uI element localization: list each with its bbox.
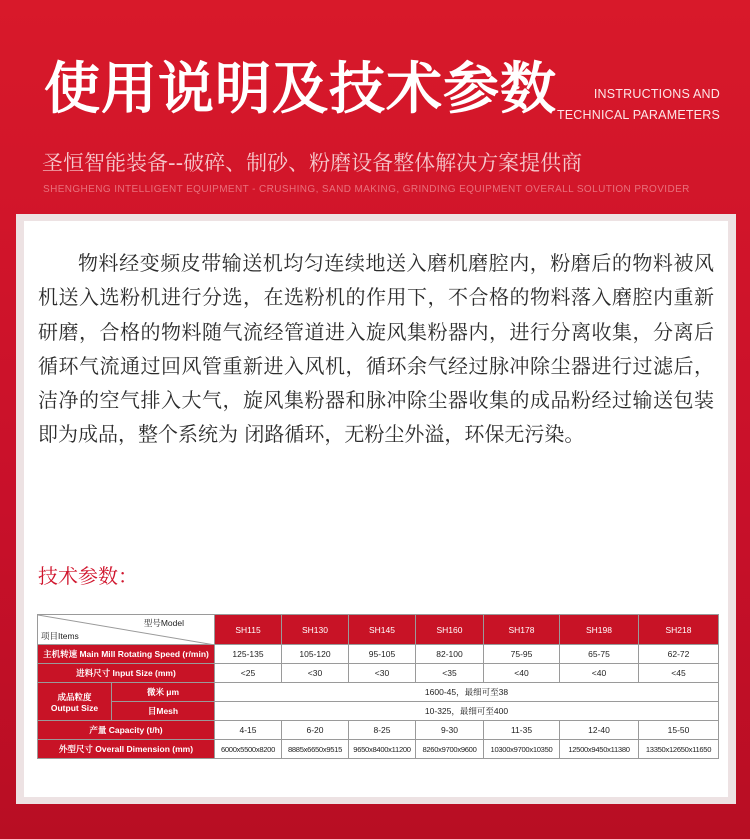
dimension-label: 外型尺寸 Overall Dimension (mm) [38, 740, 215, 759]
output-micron-row [38, 683, 719, 702]
speed-value: 75-95 [484, 645, 560, 664]
header-banner [0, 0, 750, 215]
page-title-english [557, 84, 720, 126]
model-header: SH145 [349, 615, 416, 645]
title-en-line2: TECHNICAL PARAMETERS [556, 108, 720, 122]
output-size-label-cn: 成品粒度 [57, 691, 92, 702]
company-subtitle: 圣恒智能装备--破碎、制砂、粉磨设备整体解决方案提供商 [42, 151, 583, 175]
speed-value: 105-120 [282, 645, 349, 664]
speed-value: 65-75 [560, 645, 639, 664]
process-description: 物料经变频皮带输送机均匀连续地送入磨机磨腔内，粉磨后的物料被风机送入选粉机进行分选，在选粉机的作用下，不合格的物料落入磨腔内重新研磨，合格的物料随气流经管道进入旋风集粉器内，进行分离收集，分离后循环气流通过回风管重新进入风机，循环余气经过脉冲除尘器进行过滤后，洁净的空气排入大气，旋风集粉器和脉冲除尘器收集的成品粉经过输送包装即为成品，整个系统为 闭路循环，无粉尘外溢，环保无污染。 [38, 251, 714, 447]
model-header: SH115 [215, 615, 282, 645]
micron-value: 1600-45，最细可至38 [215, 683, 719, 702]
input-value: <30 [282, 664, 349, 683]
capacity-label: 产量 Capacity (t/h) [38, 721, 215, 740]
dimension-value: 8885x6650x9515 [282, 740, 349, 759]
dimension-value: 12500x9450x11380 [560, 740, 639, 759]
output-size-label-en: Output Size [50, 702, 99, 713]
spec-table [37, 614, 719, 759]
speed-value: 82-100 [416, 645, 484, 664]
speed-value: 125-135 [215, 645, 282, 664]
dimension-row [38, 740, 719, 759]
capacity-value: 12-40 [560, 721, 639, 740]
input-row [38, 664, 719, 683]
micron-label: 微米 μm [112, 683, 215, 702]
spec-section-title: 技术参数： [38, 564, 138, 588]
dimension-value: 6000x5500x8200 [215, 740, 282, 759]
corner-item-label: 项目Items [41, 631, 79, 641]
spec-header-row [38, 615, 719, 645]
capacity-value: 9-30 [416, 721, 484, 740]
input-value: <25 [215, 664, 282, 683]
corner-header-cell [38, 615, 215, 645]
model-header: SH198 [560, 615, 639, 645]
title-en-line1: INSTRUCTIONS AND [593, 87, 720, 101]
output-size-label [38, 683, 112, 721]
model-header: SH178 [484, 615, 560, 645]
input-value: <45 [639, 664, 719, 683]
mesh-value: 10-325，最细可至400 [215, 702, 719, 721]
dimension-value: 9650x8400x11200 [349, 740, 416, 759]
input-label: 进料尺寸 Input Size (mm) [38, 664, 215, 683]
model-header: SH218 [639, 615, 719, 645]
capacity-value: 8-25 [349, 721, 416, 740]
capacity-value: 4-15 [215, 721, 282, 740]
speed-value: 95-105 [349, 645, 416, 664]
input-value: <40 [560, 664, 639, 683]
speed-label: 主机转速 Main Mill Rotating Speed (r/min) [38, 645, 215, 664]
capacity-value: 15-50 [639, 721, 719, 740]
model-header: SH130 [282, 615, 349, 645]
page-title: 使用说明及技术参数 [44, 57, 557, 122]
capacity-value: 11-35 [484, 721, 560, 740]
dimension-value: 10300x9700x10350 [484, 740, 560, 759]
capacity-row [38, 721, 719, 740]
speed-row [38, 645, 719, 664]
dimension-value: 8260x9700x9600 [416, 740, 484, 759]
dimension-value: 13350x12650x11650 [639, 740, 719, 759]
capacity-value: 6-20 [282, 721, 349, 740]
company-subtitle-english: SHENGHENG INTELLIGENT EQUIPMENT - CRUSHING, SAND MAKING, GRINDING EQUIPMENT OVERALL SOLUTION PROVIDER [43, 184, 690, 195]
mesh-label: 目Mesh [112, 702, 215, 721]
input-value: <30 [349, 664, 416, 683]
speed-value: 62-72 [639, 645, 719, 664]
output-mesh-row [38, 702, 719, 721]
corner-model-label: 型号Model [143, 618, 184, 628]
input-value: <35 [416, 664, 484, 683]
model-header: SH160 [416, 615, 484, 645]
input-value: <40 [484, 664, 560, 683]
